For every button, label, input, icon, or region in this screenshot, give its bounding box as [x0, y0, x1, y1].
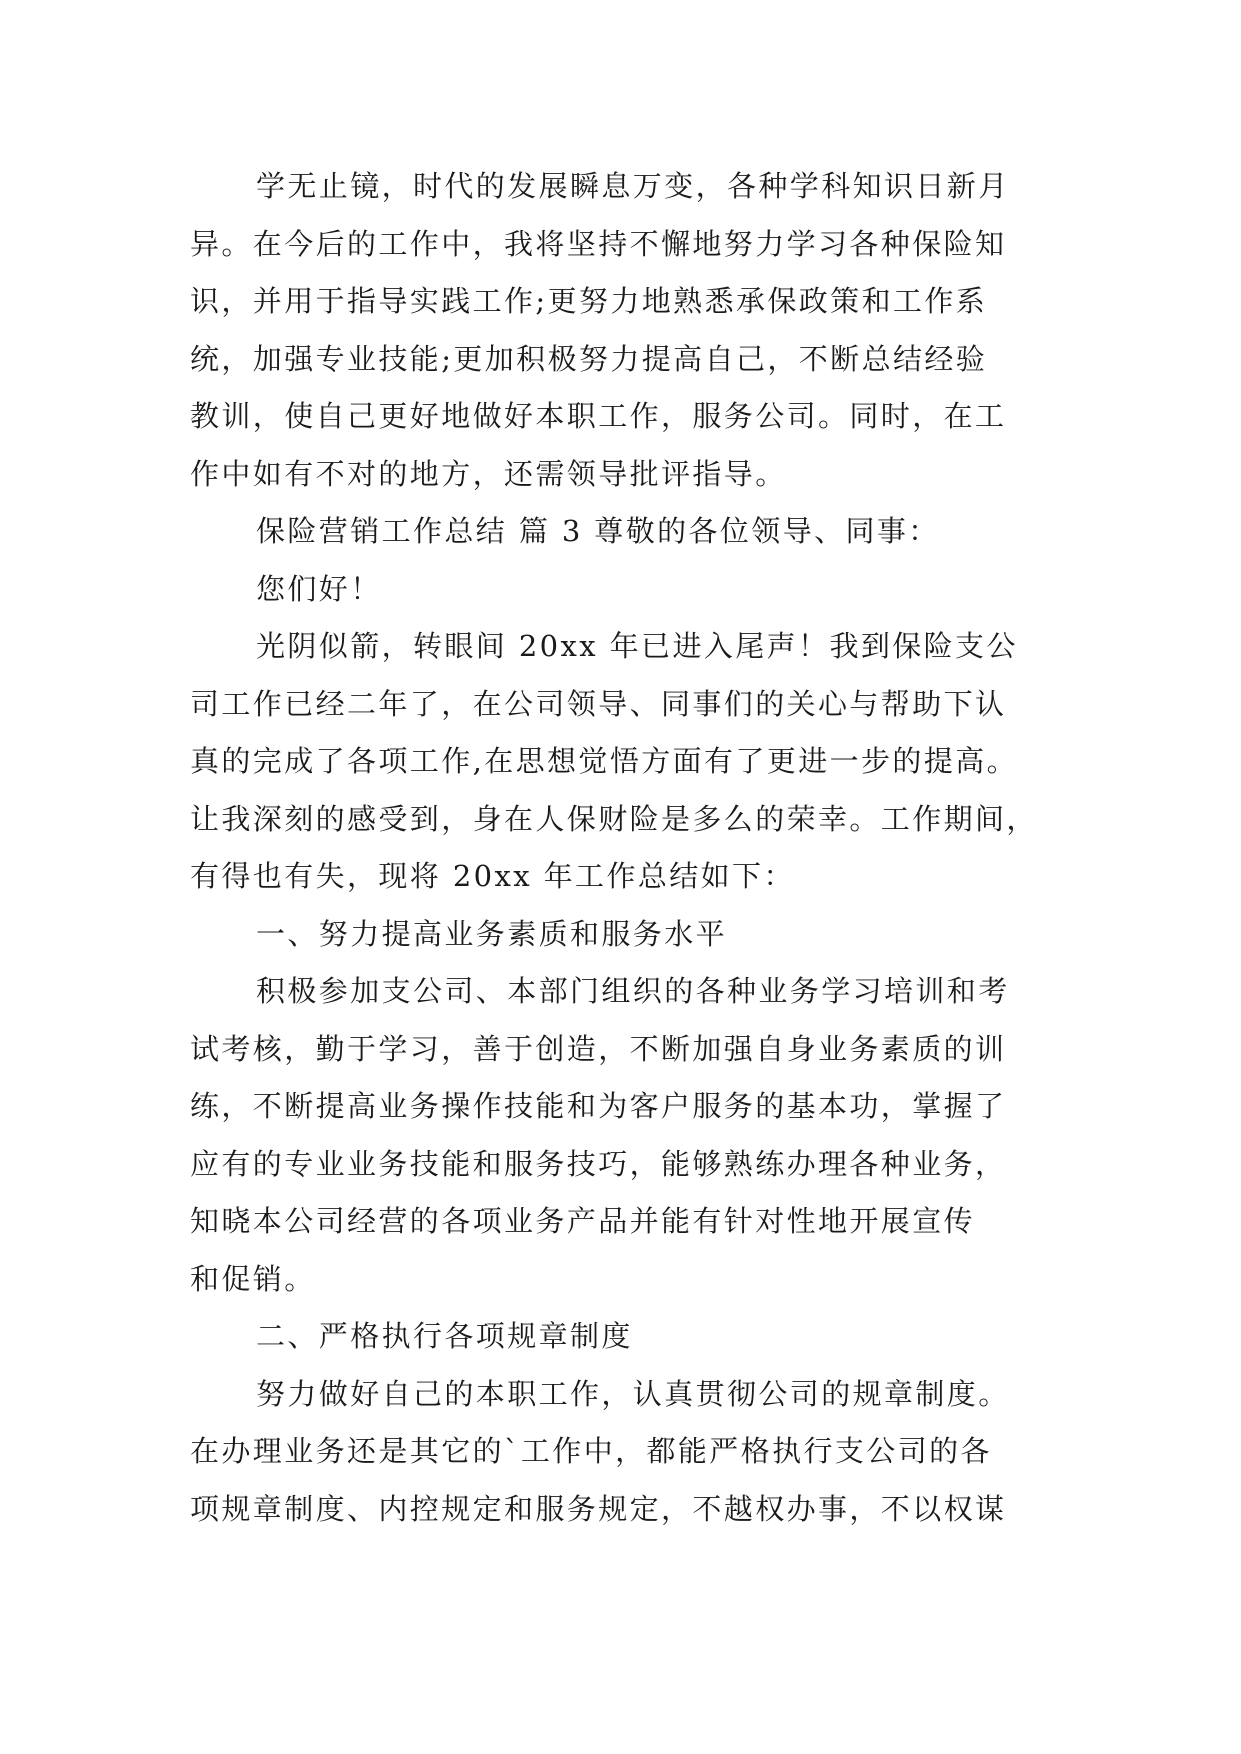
- paragraph-training: [190, 963, 1090, 1308]
- greeting-line: [190, 561, 1090, 619]
- text-line: 知晓本公司经营的各项业务产品并能有针对性地开展宣传: [190, 1204, 976, 1238]
- paragraph-year-intro: [190, 618, 1090, 906]
- subheading-business-quality: [190, 906, 1090, 964]
- text-line: 应有的专业业务技能和服务技巧，能够熟练办理各种业务，: [190, 1146, 1007, 1181]
- text-line: 异。在今后的工作中，我将坚持不懈地努力学习各种保险知: [190, 226, 1007, 261]
- text-line: 光阴似箭，转眼间 20xx 年已进入尾声！我到保险支公: [256, 629, 1018, 663]
- text-line: 保险营销工作总结 篇 3 尊敬的各位领导、同事：: [256, 514, 940, 548]
- text-line: 练，不断提高业务操作技能和为客户服务的基本功，掌握了: [190, 1089, 1007, 1123]
- text-line: 让我深刻的感受到，身在人保财险是多么的荣幸。工作期间，: [190, 801, 1038, 836]
- paragraph-rules-compliance: [190, 1366, 1090, 1539]
- text-line: 有得也有失，现将 20xx 年工作总结如下：: [190, 859, 795, 893]
- text-line: 真的完成了各项工作,在思想觉悟方面有了更进一步的提高。: [190, 744, 1019, 778]
- document-body: [190, 158, 1090, 1538]
- text-line: 识，并用于指导实践工作;更努力地熟悉承保政策和工作系: [190, 284, 988, 318]
- text-line: 在办理业务还是其它的`工作中，都能严格执行支公司的各: [190, 1434, 992, 1468]
- text-line: 教训，使自己更好地做好本职工作，服务公司。同时，在工: [190, 399, 1007, 433]
- text-line: 学无止镜，时代的发展瞬息万变，各种学科知识日新月: [256, 169, 1010, 203]
- text-line: 努力做好自己的本职工作，认真贯彻公司的规章制度。: [256, 1376, 1010, 1411]
- subheading-rules: [190, 1308, 1090, 1366]
- section-heading-part3: [190, 503, 1090, 561]
- text-line: 司工作已经二年了，在公司领导、同事们的关心与帮助下认: [190, 686, 1007, 721]
- text-line: 统，加强专业技能;更加积极努力提高自己，不断总结经验: [190, 341, 988, 376]
- text-line: 一、努力提高业务素质和服务水平: [256, 916, 728, 951]
- text-line: 您们好！: [256, 571, 382, 606]
- text-line: 项规章制度、内控规定和服务规定，不越权办事，不以权谋: [190, 1491, 1007, 1526]
- text-line: 作中如有不对的地方，还需领导批评指导。: [190, 456, 787, 491]
- paragraph-study-commitment: [190, 158, 1090, 503]
- text-line: 试考核，勤于学习，善于创造，不断加强自身业务素质的训: [190, 1031, 1007, 1066]
- text-line: 二、严格执行各项规章制度: [256, 1319, 633, 1353]
- text-line: 和促销。: [190, 1261, 316, 1296]
- text-line: 积极参加支公司、本部门组织的各种业务学习培训和考: [256, 974, 1010, 1008]
